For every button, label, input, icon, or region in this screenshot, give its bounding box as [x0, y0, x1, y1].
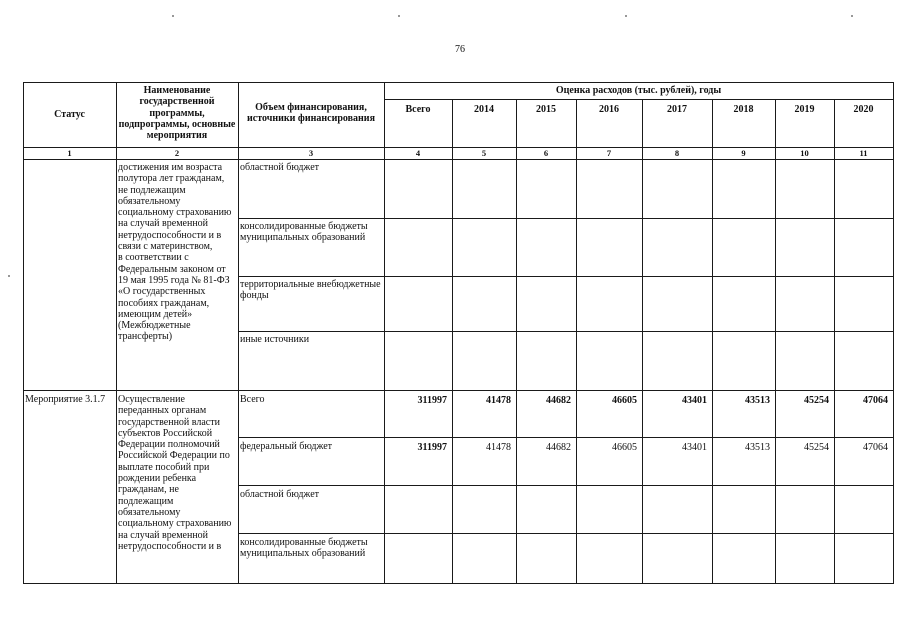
measure-status: Мероприятие 3.1.7: [25, 394, 106, 405]
amount-cell: 44682: [546, 395, 571, 406]
amount-cell: 311997: [417, 395, 447, 406]
row-divider: [238, 533, 894, 534]
row-divider: [238, 437, 894, 438]
header-year: 2014: [474, 104, 494, 115]
column-number-line: [23, 159, 894, 160]
amount-cell: 46605: [612, 442, 637, 453]
row-divider: [238, 276, 894, 277]
amount-cell: 47064: [863, 395, 888, 406]
financing-source: территориальные внебюджетные фонды: [240, 279, 381, 302]
column-number: 11: [859, 148, 868, 158]
row-divider: [238, 485, 894, 486]
amount-cell: 43401: [682, 442, 707, 453]
measure-description: Осуществление переданных органам государственной власти субъектов Российской Федерации полномочий Российской Федерации по выплате пособий при рождении ребенка гражданам, не подлежащим обязательному социальному страхованию на случай временной нетрудоспособности и в: [118, 394, 232, 552]
amount-cell: 43513: [745, 395, 770, 406]
financing-source: Всего: [240, 394, 265, 405]
column-number: 1: [67, 148, 72, 158]
header-status: Статус: [54, 109, 85, 120]
scan-speck: [625, 15, 627, 17]
amount-cell: 44682: [546, 442, 571, 453]
column-number: 3: [308, 148, 314, 158]
row-divider: [238, 331, 894, 332]
header-expense-estimate: Оценка расходов (тыс. рублей), годы: [555, 85, 722, 96]
header-split-line: [384, 99, 894, 100]
column-number: 5: [481, 148, 487, 158]
amount-cell: 45254: [804, 442, 829, 453]
table-border-top: [23, 82, 894, 83]
amount-cell: 47064: [863, 442, 888, 453]
financing-source: федеральный бюджет: [240, 441, 333, 452]
column-number: 4: [415, 148, 421, 158]
column-number: 9: [741, 148, 746, 158]
header-year: 2018: [733, 104, 754, 115]
scan-speck: [8, 275, 10, 277]
column-number: 2: [174, 148, 180, 158]
column-divider: [712, 99, 713, 584]
column-number: 10: [800, 148, 809, 158]
financing-source: иные источники: [240, 334, 310, 345]
column-number: 8: [674, 148, 680, 158]
amount-cell: 46605: [612, 395, 637, 406]
amount-cell: 41478: [486, 395, 511, 406]
financing-source: областной бюджет: [240, 162, 320, 173]
financing-source: консолидированные бюджеты муниципальных образований: [240, 221, 368, 244]
amount-cell: 311997: [417, 442, 447, 453]
row-divider: [238, 218, 894, 219]
header-year: Всего: [405, 104, 431, 115]
column-number: 6: [543, 148, 549, 158]
column-divider: [576, 99, 577, 584]
column-divider: [452, 99, 453, 584]
column-divider: [834, 99, 835, 584]
header-year: 2017: [667, 104, 687, 115]
header-program-name: Наименование государственной программы, подпрограммы, основные мероприятия: [118, 85, 236, 142]
page-number: 76: [455, 44, 465, 55]
column-divider: [516, 99, 517, 584]
column-divider: [642, 99, 643, 584]
scan-speck: [172, 15, 174, 17]
table-border-bottom: [23, 583, 894, 584]
amount-cell: 41478: [486, 442, 511, 453]
column-divider: [893, 82, 894, 584]
header-financing: Объем финансирования, источники финансирования: [247, 102, 375, 125]
financing-source: консолидированные бюджеты муниципальных образований: [240, 537, 368, 560]
amount-cell: 43513: [745, 442, 770, 453]
financing-source: областной бюджет: [240, 489, 320, 500]
header-year: 2019: [794, 104, 815, 115]
measure-top-line: [23, 390, 894, 391]
column-divider: [775, 99, 776, 584]
scan-speck: [851, 15, 853, 17]
scan-speck: [398, 15, 400, 17]
header-year: 2020: [853, 104, 874, 115]
column-number: 7: [606, 148, 612, 158]
amount-cell: 43401: [682, 395, 707, 406]
header-year: 2015: [536, 104, 556, 115]
amount-cell: 45254: [804, 395, 829, 406]
header-year: 2016: [599, 104, 619, 115]
continued-description: достижения им возраста полутора лет гражданам, не подлежащим обязательному социальному страхованию на случай временной нетрудоспособности и в связи с материнством, в соответствии с Федеральным законом от 19 мая 1995 года № 81-ФЗ «О государственных пособиях гражданам, имеющим детей» (Межбюджетные трансферты): [118, 162, 232, 343]
